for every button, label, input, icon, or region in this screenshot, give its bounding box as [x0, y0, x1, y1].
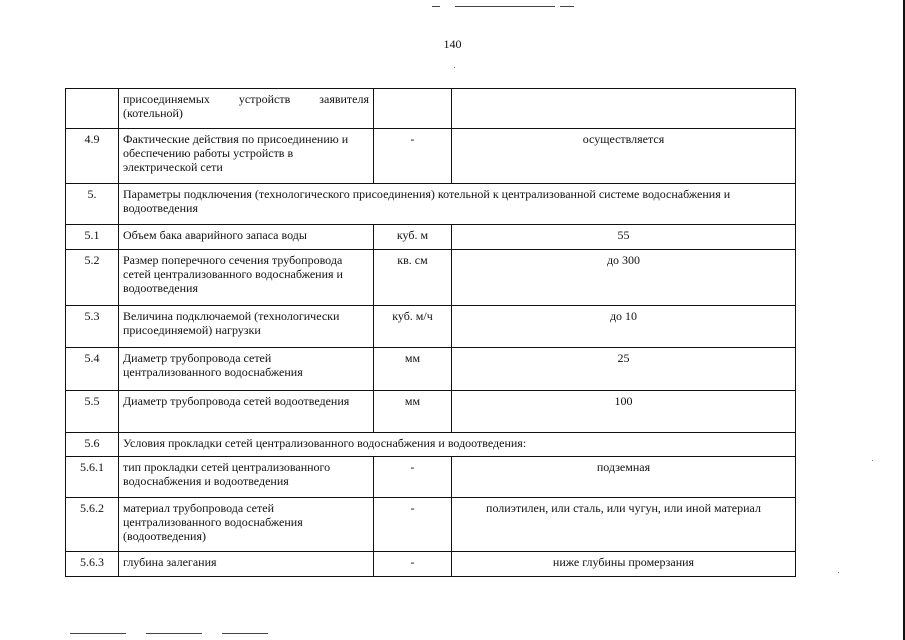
row-description: Диаметр трубопровода сетей водоотведения [119, 391, 374, 433]
row-number: 5.6 [66, 433, 119, 457]
scan-artifact-top [432, 6, 440, 7]
row-unit: - [374, 498, 452, 552]
row-description: Фактические действия по присоединению и обеспечению работы устройств в электрической сети [119, 129, 374, 184]
row-value: подземная [452, 457, 796, 498]
scan-speck [838, 572, 839, 573]
row-description: Диаметр трубопровода сетей централизованного водоснабжения [119, 348, 374, 391]
page-number: 140 [443, 37, 462, 51]
table-row [66, 348, 796, 391]
row-number: 5.4 [66, 348, 119, 391]
row-description [119, 89, 374, 129]
row-value: полиэтилен, или сталь, или чугун, или иной материал [452, 498, 796, 552]
row-number: 5.5 [66, 391, 119, 433]
row-number: 5.6.1 [66, 457, 119, 498]
scan-speck [872, 460, 873, 461]
row-unit: мм [374, 391, 452, 433]
scan-artifact-bottom [146, 633, 202, 634]
table-row [66, 89, 796, 129]
table-row [66, 552, 796, 577]
row-number [66, 89, 119, 129]
row-unit: - [374, 129, 452, 184]
scan-artifact-top [560, 6, 574, 7]
table-row [66, 225, 796, 250]
row-unit: кв. см [374, 250, 452, 306]
row-value: до 10 [452, 306, 796, 348]
section-row [66, 184, 796, 225]
row-value: ниже глубины промерзания [452, 552, 796, 577]
row-description: Величина подключаемой (технологически присоединяемой) нагрузки [119, 306, 374, 348]
row-description-line: (котельной) [123, 106, 183, 120]
row-value: осуществляется [452, 129, 796, 184]
scan-artifact-bottom [70, 633, 126, 634]
row-unit [374, 89, 452, 129]
row-unit: - [374, 457, 452, 498]
row-description: Объем бака аварийного запаса воды [119, 225, 374, 250]
row-value: до 300 [452, 250, 796, 306]
row-description: тип прокладки сетей централизованного водоснабжения и водоотведения [119, 457, 374, 498]
row-number: 5. [66, 184, 119, 225]
row-unit: мм [374, 348, 452, 391]
table-row [66, 391, 796, 433]
section-title: Условия прокладки сетей централизованного водоснабжения и водоотведения: [119, 433, 796, 457]
table-row [66, 129, 796, 184]
scan-artifact-top [455, 6, 555, 7]
table-row [66, 457, 796, 498]
row-description: материал трубопровода сетей централизованного водоснабжения (водоотведения) [119, 498, 374, 552]
row-number: 5.2 [66, 250, 119, 306]
table-row [66, 250, 796, 306]
row-value [452, 89, 796, 129]
row-unit: куб. м [374, 225, 452, 250]
specification-table [65, 88, 796, 577]
table-row [66, 306, 796, 348]
row-value: 55 [452, 225, 796, 250]
row-description: глубина залегания [119, 552, 374, 577]
section-title: Параметры подключения (технологического присоединения) котельной к централизованной системе водоснабжения и водоотведения [119, 184, 796, 225]
row-description: Размер поперечного сечения трубопровода сетей централизованного водоснабжения и водоотведения [119, 250, 374, 306]
row-number: 5.3 [66, 306, 119, 348]
row-unit: - [374, 552, 452, 577]
row-number: 4.9 [66, 129, 119, 184]
row-number: 5.1 [66, 225, 119, 250]
row-value: 25 [452, 348, 796, 391]
section-row [66, 433, 796, 457]
row-unit: куб. м/ч [374, 306, 452, 348]
scan-artifact-bottom [222, 633, 268, 634]
scan-speck [454, 67, 455, 68]
table-row [66, 498, 796, 552]
row-number: 5.6.2 [66, 498, 119, 552]
row-value: 100 [452, 391, 796, 433]
row-description-line: присоединяемых устройств заявителя [123, 92, 369, 106]
row-number: 5.6.3 [66, 552, 119, 577]
